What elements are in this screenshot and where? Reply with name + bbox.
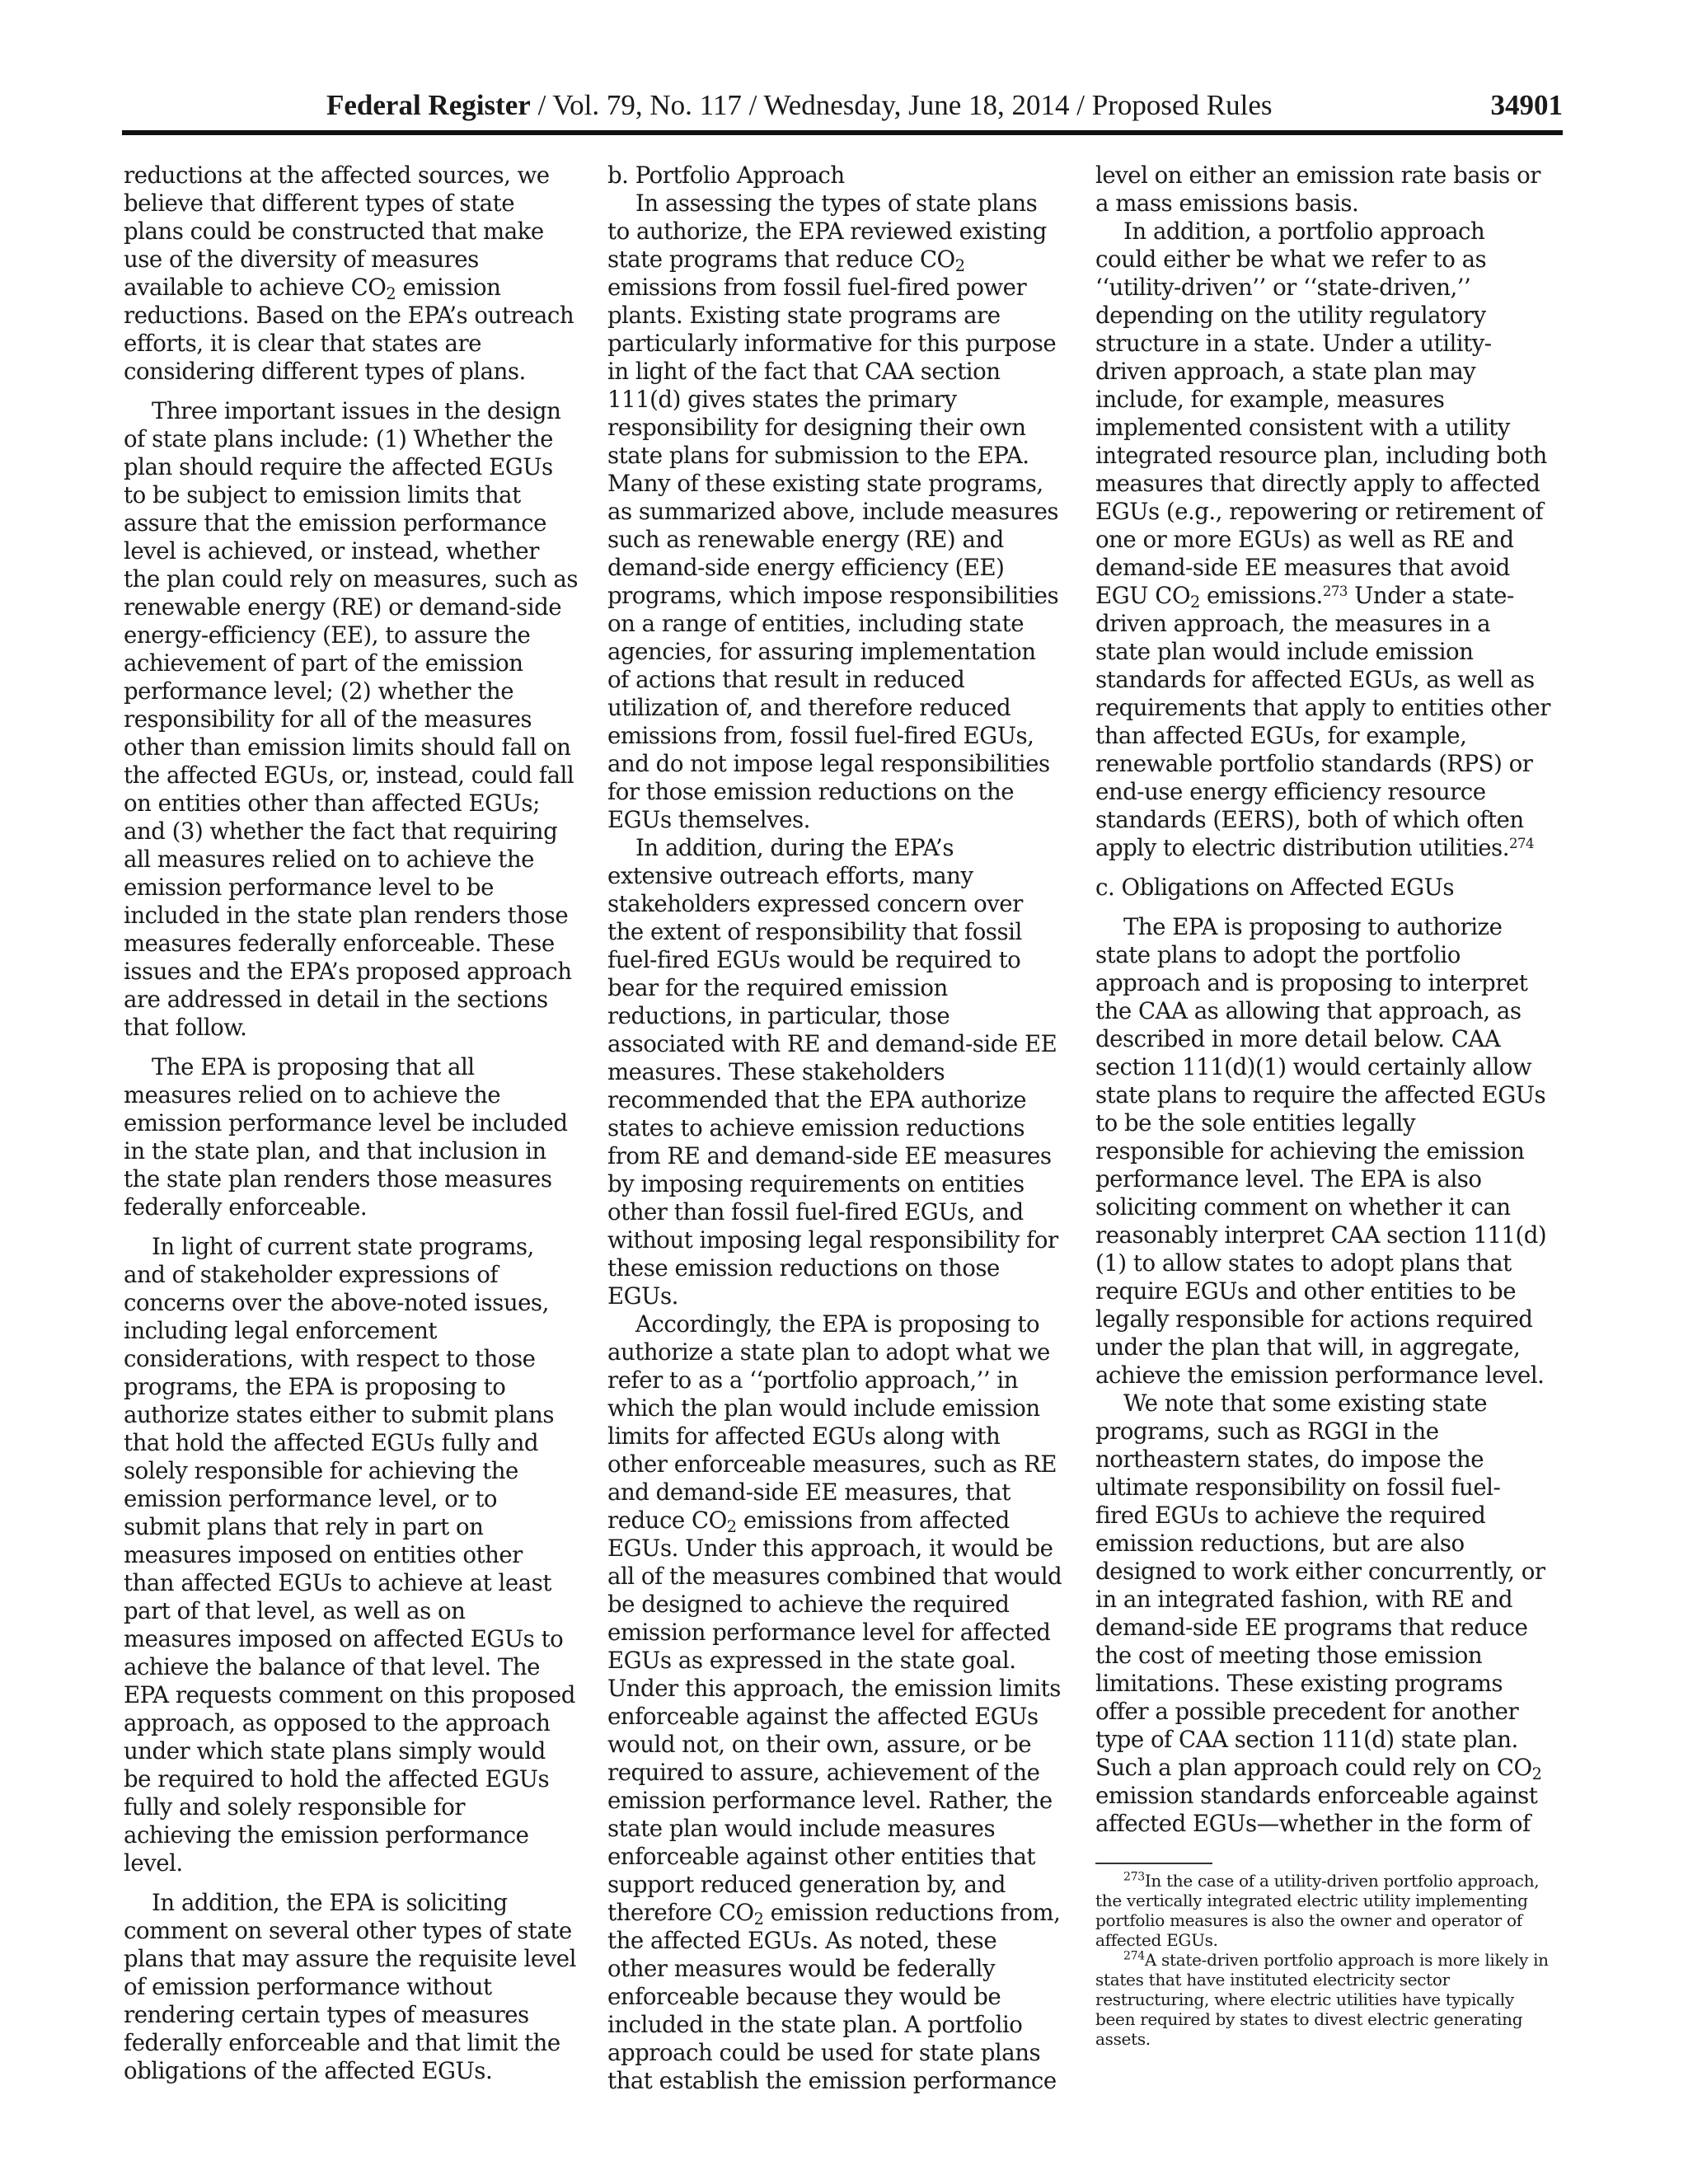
journal-name: Federal Register bbox=[326, 89, 531, 121]
volume-info: / Vol. 79, No. 117 / Wednesday, June 18, 2014 / Proposed Rules bbox=[530, 89, 1273, 121]
page-header bbox=[122, 86, 1563, 135]
paragraph: reductions at the affected sources, we believe that different types of state plans could be constructed that make use of the diversity of measures available to achieve $CO_2$ emission reductions. Based on the EPA’s outreach efforts, it is clear that states are considering different types of plans. bbox=[124, 162, 574, 385]
paragraph: In addition, during the EPA’s extensive outreach efforts, many stakeholders expressed concern over the extent of responsibility that fossil fuel-fired EGUs would be required to bear for the required emission reductions, in particular, those associated with RE and demand-side EE measures. These stakeholders recommended that the EPA authorize states to achieve emission reductions from RE and demand-side EE measures by imposing requirements on entities other than fossil fuel-fired EGUs, and without imposing legal responsibility for these emission reductions on those EGUs. bbox=[607, 834, 1058, 1310]
column-2 bbox=[607, 162, 1062, 2095]
column-1 bbox=[124, 162, 579, 2085]
page-number: 34901 bbox=[1490, 89, 1563, 121]
footnote-number: 274 bbox=[1123, 1949, 1145, 1963]
paragraph: level on either an emission rate basis or a mass emissions basis. bbox=[1095, 162, 1540, 217]
section-heading: b. Portfolio Approach bbox=[607, 162, 845, 189]
paragraph: Accordingly, the EPA is proposing to authorize a state plan to adopt what we refer to as a ‘‘portfolio approach,’’ in which the plan would include emission limits for affected EGUs along with other enforceable measures, such as RE and demand-side EE measures, that reduce $CO_2$ emissions from affected EGUs. Under this approach, it would be all of the measures combined that would be designed to achieve the required emission performance level for affected EGUs as expressed in the state goal. Under this approach, the emission limits enforceable against the affected EGUs would not, on their own, assure, or be required to assure, achievement of the emission performance level. Rather, the state plan would include measures enforceable against other entities that support reduced generation by, and therefore $CO_2$ emission reductions from, the affected EGUs. As noted, these other measures would be federally enforceable because they would be included in the state plan. A portfolio approach could be used for state plans that establish the emission performance bbox=[607, 1310, 1062, 2094]
footnote-ref: 273 bbox=[1322, 583, 1348, 599]
footnote: $^{274}$A state-driven portfolio approach is more likely in states that have instituted electricity sector restructuring, where electric utilities have typically been required by states to divest electric generating assets. bbox=[1095, 1949, 1549, 2049]
section-heading: c. Obligations on Affected EGUs bbox=[1095, 874, 1455, 901]
header-citation bbox=[326, 86, 1273, 125]
paragraph: In light of current state programs, and of stakeholder expressions of concerns over the above-noted issues, including legal enforcement considerations, with respect to those programs, the EPA is proposing to authorize states either to submit plans that hold the affected EGUs fully and solely responsible for achieving the emission performance level, or to submit plans that rely in part on measures imposed on entities other than affected EGUs to achieve at least part of that level, as well as on measures imposed on affected EGUs to achieve the balance of that level. The EPA requests comment on this proposed approach, as opposed to the approach under which state plans simply would be required to hold the affected EGUs fully and solely responsible for achieving the emission performance level. bbox=[124, 1233, 575, 1877]
paragraph: We note that some existing state programs, such as RGGI in the northeastern states, do impose the ultimate responsibility on fossil fuel-fired EGUs to achieve the required emission reductions, but are also designed to work either concurrently, or in an integrated fashion, with RE and demand-side EE programs that reduce the cost of meeting those emission limitations. These existing programs offer a possible precedent for another type of CAA section 111(d) state plan. Such a plan approach could rely on $CO_2$ emission standards enforceable against affected EGUs—whether in the form of bbox=[1095, 1390, 1545, 1837]
paragraph: In addition, a portfolio approach could either be what we refer to as ‘‘utility-driven’’ or ‘‘state-driven,’’ depending on the utility regulatory structure in a state. Under a utility-driven approach, a state plan may include, for example, measures implemented consistent with a utility integrated resource plan, including both measures that directly apply to affected EGUs (e.g., repowering or retirement of one or more EGUs) as well as RE and demand-side EE measures that avoid EGU $CO_2$ emissions.$^{273}$ Under a state-driven approach, the measures in a state plan would include emission standards for affected EGUs, as well as requirements that apply to entities other than affected EGUs, for example, renewable portfolio standards (RPS) or end-use energy efficiency resource standards (EERS), both of which often apply to electric distribution utilities.$^{274}$ bbox=[1095, 218, 1550, 861]
header-rule bbox=[122, 130, 1563, 135]
paragraph: The EPA is proposing to authorize state plans to adopt the portfolio approach and is proposing to interpret the CAA as allowing that approach, as described in more detail below. CAA section 111(d)(1) would certainly allow state plans to require the affected EGUs to be the sole entities legally responsible for achieving the emission performance level. The EPA is also soliciting comment on whether it can reasonably interpret CAA section 111(d)(1) to allow states to adopt plans that require EGUs and other entities to be legally responsible for actions required under the plan that will, in aggregate, achieve the emission performance level. bbox=[1095, 913, 1547, 1389]
paragraph: In addition, the EPA is soliciting comment on several other types of state plans that may assure the requisite level of emission performance without rendering certain types of measures federally enforceable and that limit the obligations of the affected EGUs. bbox=[124, 1889, 576, 2084]
column-3 bbox=[1095, 162, 1550, 2049]
paragraph: In assessing the types of state plans to authorize, the EPA reviewed existing state programs that reduce $CO_2$ emissions from fossil fuel-fired power plants. Existing state programs are particularly informative for this purpose in light of the fact that CAA section 111(d) gives states the primary responsibility for designing their own state plans for submission to the EPA. Many of these existing state programs, as summarized above, include measures such as renewable energy (RE) and demand-side energy efficiency (EE) programs, which impose responsibilities on a range of entities, including state agencies, for assuring implementation of actions that result in reduced utilization of, and therefore reduced emissions from, fossil fuel-fired EGUs, and do not impose legal responsibilities for those emission reductions on the EGUs themselves. bbox=[607, 190, 1059, 833]
footnote-ref: 274 bbox=[1508, 835, 1535, 851]
footnote: $^{273}$In the case of a utility-driven portfolio approach, the vertically integrated electric utility implementing portfolio measures is also the owner and operator of affected EGUs. bbox=[1095, 1870, 1540, 1950]
footnote-number: 273 bbox=[1123, 1870, 1145, 1884]
footnote-divider bbox=[1095, 1863, 1212, 1864]
paragraph: Three important issues in the design of state plans include: (1) Whether the plan should require the affected EGUs to be subject to emission limits that assure that the emission performance level is achieved, or instead, whether the plan could rely on measures, such as renewable energy (RE) or demand-side energy-efficiency (EE), to assure the achievement of part of the emission performance level; (2) whether the responsibility for all of the measures other than emission limits should fall on the affected EGUs, or, instead, could fall on entities other than affected EGUs; and (3) whether the fact that requiring all measures relied on to achieve the emission performance level to be included in the state plan renders those measures federally enforceable. These issues and the EPA’s proposed approach are addressed in detail in the sections that follow. bbox=[124, 397, 579, 1041]
paragraph: The EPA is proposing that all measures relied on to achieve the emission performance level be included in the state plan, and that inclusion in the state plan renders those measures federally enforceable. bbox=[124, 1053, 568, 1221]
